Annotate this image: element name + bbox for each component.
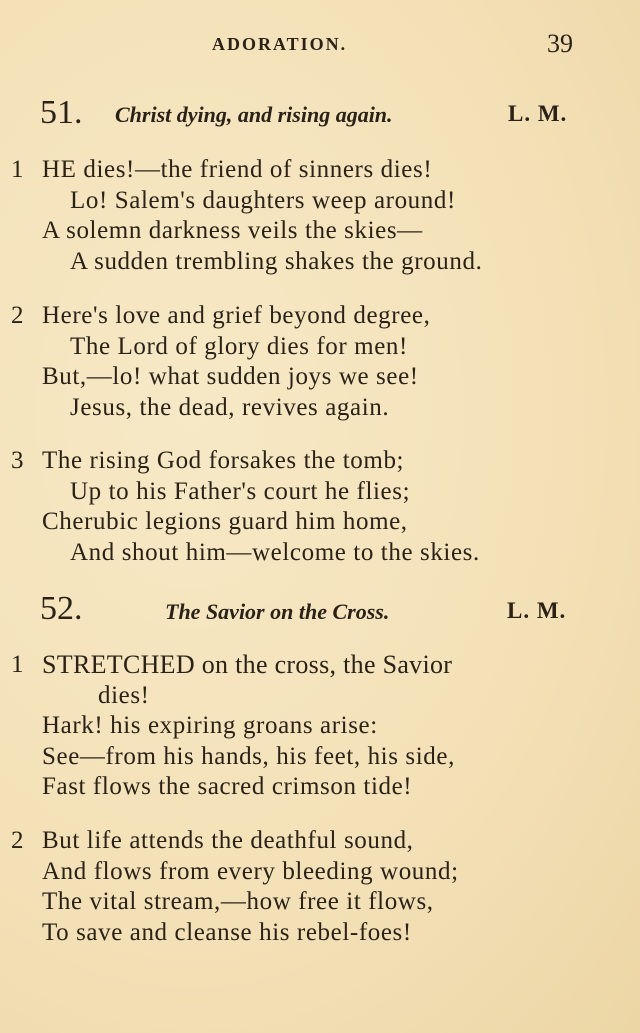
verse-line: Fast flows the sacred crimson tide! bbox=[42, 773, 413, 800]
hymn-title: The Savior on the Cross. bbox=[165, 599, 390, 624]
verse-line: dies! bbox=[98, 681, 150, 709]
verse-line: Lo! Salem's daughters weep around! bbox=[70, 186, 456, 214]
verse-line: But life attends the deathful sound, bbox=[42, 827, 414, 854]
verse-line: And shout him—welcome to the skies. bbox=[70, 538, 480, 566]
verse-line: Hark! his expiring groans arise: bbox=[42, 712, 378, 739]
hymn-number: 52. bbox=[40, 590, 83, 627]
verse-line: The Lord of glory dies for men! bbox=[70, 332, 408, 360]
verse-number: 1 bbox=[11, 156, 24, 183]
hymn-meter: L. M. bbox=[507, 598, 567, 623]
verse-line: STRETCHED on the cross, the Savior bbox=[42, 650, 453, 679]
hymn-heading bbox=[0, 94, 640, 134]
verse-number: 2 bbox=[11, 827, 24, 854]
verse-line: Up to his Father's court he flies; bbox=[70, 477, 411, 505]
verse-line: A sudden trembling shakes the ground. bbox=[70, 247, 483, 275]
verse-number: 3 bbox=[11, 447, 24, 474]
verse-line: And flows from every bleeding wound; bbox=[42, 857, 459, 885]
hymn-meter: L. M. bbox=[508, 101, 568, 126]
running-head bbox=[0, 29, 640, 58]
running-title: ADORATION. bbox=[212, 34, 348, 54]
verse-line: The rising God forsakes the tomb; bbox=[42, 447, 405, 474]
verse-number: 1 bbox=[11, 651, 24, 678]
verse-number: 2 bbox=[11, 302, 24, 329]
page-number: 39 bbox=[547, 29, 573, 58]
hymn-number: 51. bbox=[40, 94, 83, 131]
verse-line: Jesus, the dead, revives again. bbox=[70, 393, 390, 421]
verse-line: Cherubic legions guard him home, bbox=[42, 508, 408, 535]
verse-line: Here's love and grief beyond degree, bbox=[42, 302, 431, 329]
verse-line: But,—lo! what sudden joys we see! bbox=[42, 363, 419, 390]
hymn-heading bbox=[0, 590, 640, 630]
verse-line: HE dies!—the friend of sinners dies! bbox=[42, 156, 433, 183]
verse-line: See—from his hands, his feet, his side, bbox=[42, 742, 455, 770]
verse-line: To save and cleanse his rebel-foes! bbox=[42, 918, 412, 946]
verse-line: The vital stream,—how free it flows, bbox=[42, 888, 434, 915]
verse-line: A solemn darkness veils the skies— bbox=[42, 217, 423, 244]
hymn-title: Christ dying, and rising again. bbox=[115, 102, 393, 127]
